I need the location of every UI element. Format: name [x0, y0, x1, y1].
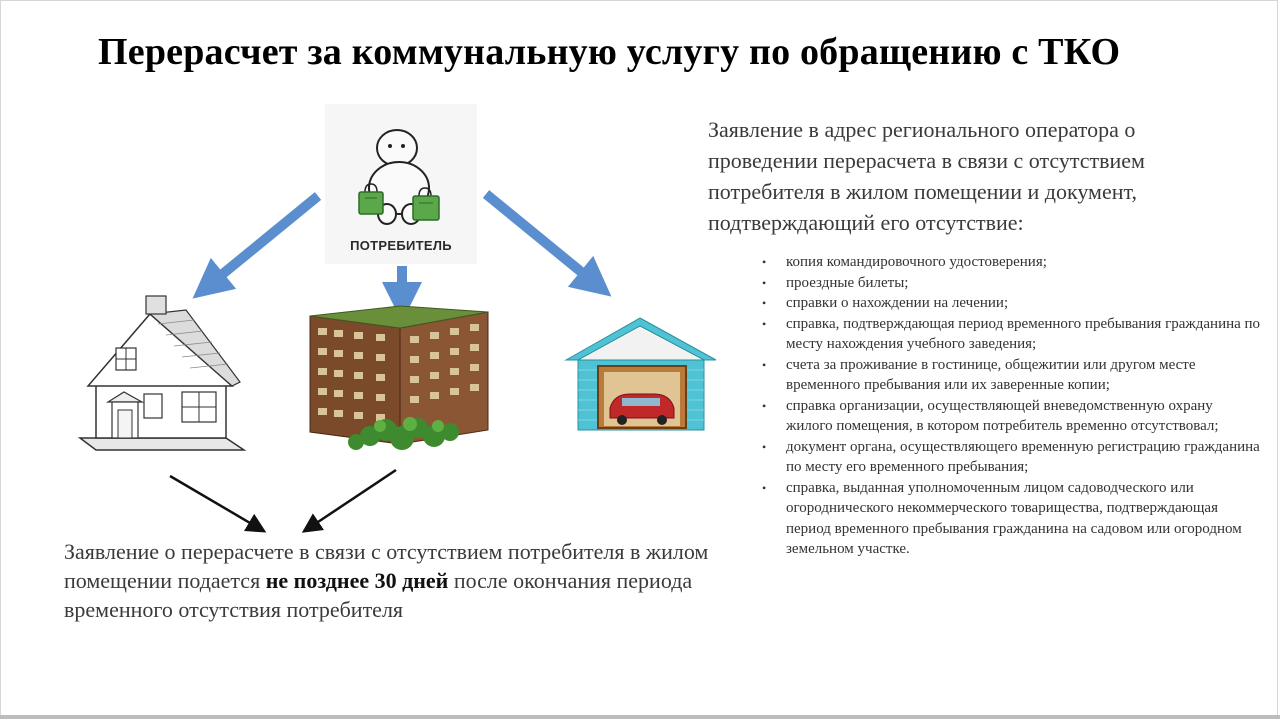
list-item: • справки о нахождении на лечении;	[762, 293, 1262, 314]
deadline-emphasis: не позднее 30 дней	[265, 568, 449, 593]
list-item: • документ органа, осуществляющего временную регистрацию гражданина по месту его временного пребывания;	[762, 437, 1262, 478]
application-heading: Заявление в адрес регионального оператора о проведении перерасчета в связи с отсутствием потребителя в жилом помещении и документ, подтверждающий его отсутствие:	[708, 117, 1145, 235]
list-item: • проездные билеты;	[762, 273, 1262, 294]
document-list	[762, 252, 1262, 560]
list-item: • счета за проживание в гостинице, общежитии или другом месте временного пребывания или их заверенные копии;	[762, 355, 1262, 396]
consumer-label: ПОТРЕБИТЕЛЬ	[350, 238, 452, 253]
list-item: • справка организации, осуществляющей вневедомственную охрану жилого помещения, в котором потребитель временно отсутствовал;	[762, 396, 1262, 437]
deadline-note	[64, 537, 724, 624]
list-item: • копия командировочного удостоверения;	[762, 252, 1262, 273]
list-item: • справка, подтверждающая период временного пребывания гражданина по месту нахождения учебного заведения;	[762, 314, 1262, 355]
deadline-text-before: Заявление о перерасчете в связи с отсутствием потребителя в жилом помещении подается	[64, 539, 709, 593]
deadline-text-after: после окончания периода временного отсутствия потребителя	[64, 568, 693, 622]
slide-title: Перерасчет за коммунальную услугу по обращению с ТКО	[98, 31, 1121, 73]
list-item: • справка, выданная уполномоченным лицом садоводческого или огороднического некоммерческого товарищества, подтверждающая период временного пребывания гражданина на садовом или огородном земельном участке.	[762, 478, 1262, 560]
